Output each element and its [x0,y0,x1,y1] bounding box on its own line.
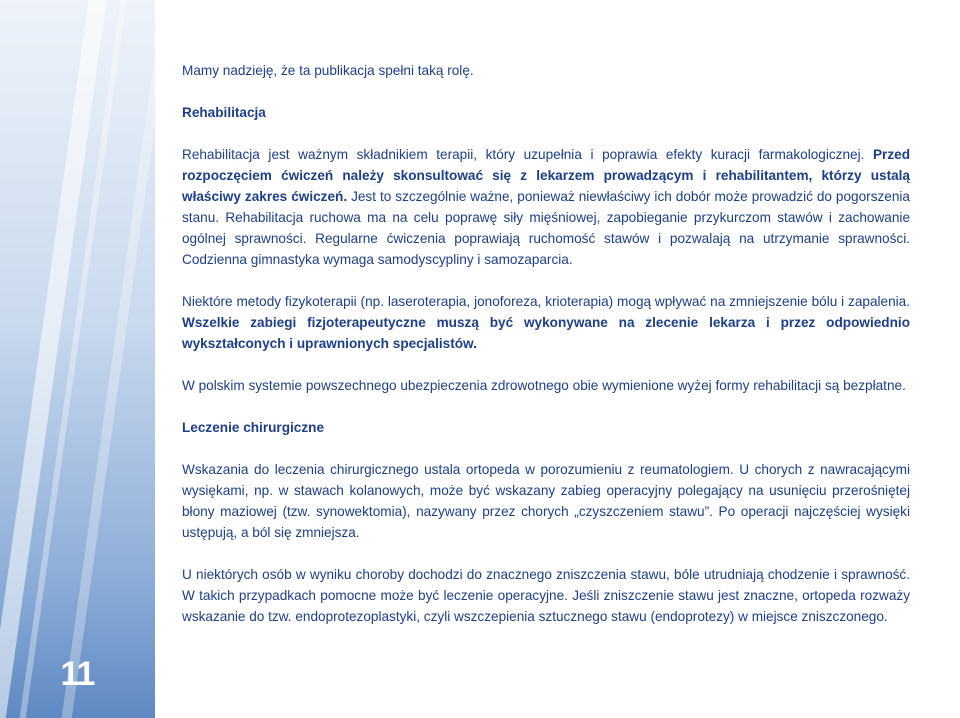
rehabilitation-paragraph [182,144,910,270]
rehab-text: Rehabilitacja jest ważnym składnikiem terapii, który uzupełnia i poprawia efekty kuracji farmakologicznej. [182,147,865,162]
section-heading-rehabilitation: Rehabilitacja [182,105,266,120]
decorative-sidebar [0,0,155,718]
page-body [182,60,910,627]
insurance-paragraph: W polskim systemie powszechnego ubezpieczenia zdrowotnego obie wymienione wyżej formy rehabilitacji są bezpłatne. [182,378,906,393]
surgery-indications-paragraph: Wskazania do leczenia chirurgicznego ustala ortopeda w porozumieniu z reumatologiem. U chorych z nawracającymi wysiękami, np. w stawach kolanowych, może być wskazany zabieg operacyjny polegający na usunięciu przerośniętej błony maziowej (tzw. synowektomia), nazywany przez chorych „czyszczeniem stawu”. Po operacji najczęściej wysięki ustępują, a ból się zmniejsza. [182,462,910,540]
page-number: 11 [60,655,95,693]
rehab-text-cont: Jest to szczególnie ważne, ponieważ niewłaściwy ich dobór może prowadzić do pogorszenia stanu. Rehabilitacja ruchowa ma na celu poprawę siły mięśniowej, zapobieganie przykurczom stawów i zachowanie ogólnej sprawności. Regularne ćwiczenia poprawiają ruchomość stawów i pozwalają na utrzymanie sprawności. Codzienna gimnastyka wymaga samodyscypliny i samozaparcia. [182,189,910,267]
sidebar-stripe [0,0,109,718]
section-heading-surgery: Leczenie chirurgiczne [182,420,325,435]
physiotherapy-paragraph [182,291,910,354]
intro-paragraph: Mamy nadzieję, że ta publikacja spełni taką rolę. [182,63,474,78]
physio-text: Niektóre metody fizykoterapii (np. laseroterapia, jonoforeza, krioterapia) mogą wpływać na zmniejszenie bólu i zapalenia. [182,294,910,309]
surgery-endoprosthesis-paragraph: U niektórych osób w wyniku choroby dochodzi do znacznego zniszczenia stawu, bóle utrudniają chodzenie i sprawność. W takich przypadkach pomocne może być leczenie operacyjne. Jeśli zniszczenie stawu jest znaczne, ortopeda rozważy wskazanie do tzw. endoprotezoplastyki, czyli wszczepienia sztucznego stawu (endoprotezy) w miejsce zniszczonego. [182,567,910,624]
rehab-warning: Przed rozpoczęciem ćwiczeń należy skonsultować się z lekarzem prowadzącym i rehabilitantem, którzy ustalą właściwy zakres ćwiczeń. [182,147,911,204]
physio-warning: Wszelkie zabiegi fizjoterapeutyczne muszą być wykonywane na zlecenie lekarza i przez odpowiednio wykształconych i uprawnionych specjalistów. [182,315,910,351]
